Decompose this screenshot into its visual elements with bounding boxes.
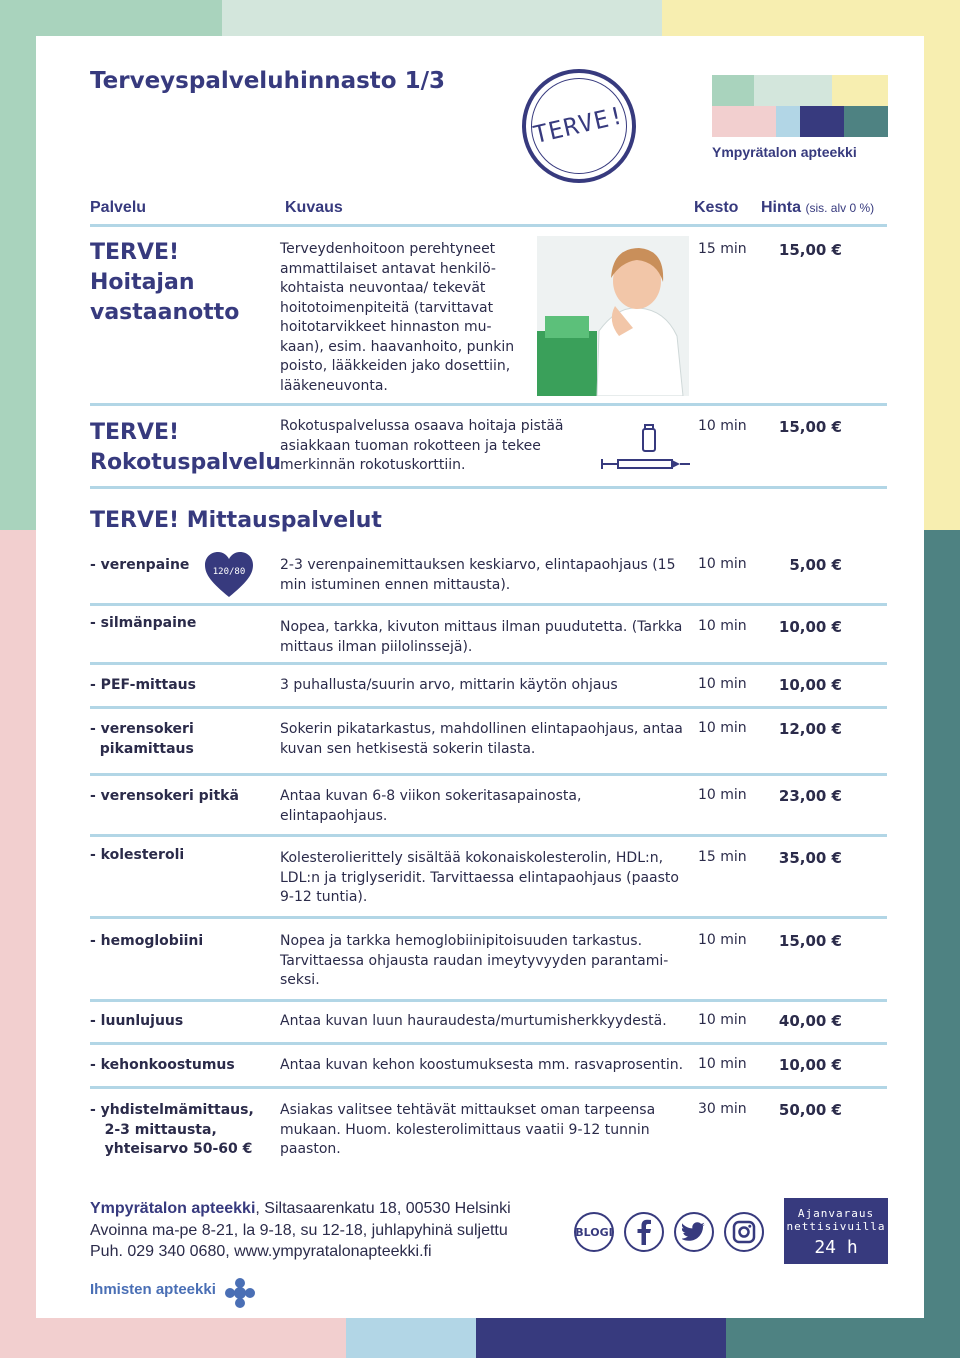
blog-icon[interactable]: BLOGI bbox=[574, 1212, 614, 1252]
measurement-description: Sokerin pikatarkastus, mahdollinen elintapaohjaus, antaa kuvan sen hetkisestä sokerin tilasta. bbox=[280, 721, 683, 757]
online-booking-button[interactable]: Ajanvaraus nettisivuilla 24 h bbox=[784, 1198, 888, 1264]
frame-block bbox=[726, 1318, 960, 1358]
frame-block bbox=[476, 1318, 726, 1358]
measurement-name: - PEF-mittaus bbox=[90, 677, 196, 693]
measurement-name: - hemoglobiini bbox=[90, 933, 204, 949]
heart-label: 120/80 bbox=[212, 567, 246, 577]
column-header-duration: Kesto bbox=[694, 199, 739, 216]
measurement-price: 10,00 € bbox=[778, 676, 842, 694]
measurement-price: 23,00 € bbox=[778, 787, 842, 805]
divider bbox=[90, 706, 887, 709]
frame-block bbox=[346, 1318, 476, 1358]
divider bbox=[90, 662, 887, 665]
cross-logo-icon bbox=[224, 1277, 256, 1309]
measurement-description: Nopea, tarkka, kivuton mittaus ilman puudutetta. (Tarkka mittaus ilman piilolinssejä). bbox=[280, 619, 683, 655]
terve-stamp-icon bbox=[522, 69, 636, 183]
measurement-description: Asiakas valitsee tehtävät mittaukset oman tarpeensa mukaan. Huom. kolesterolimittaus vaatii 9-12 tunnin paaston. bbox=[280, 1102, 656, 1157]
measurement-name: - yhdistelmämittaus, 2-3 mittausta, yhteisarvo 50-60 € bbox=[90, 1102, 254, 1157]
measurement-description: Kolesterolierittely sisältää kokonaiskolesterolin, HDL:n, LDL:n ja triglyseridit. Tarvittaessa elintapaohjaus (paasto 9-12 tuntia). bbox=[280, 850, 679, 905]
column-header-description: Kuvaus bbox=[285, 199, 343, 216]
measurement-price: 35,00 € bbox=[778, 849, 842, 867]
measurement-description: Nopea ja tarkka hemoglobiinipitoisuuden tarkastus. Tarvittaessa ohjausta raudan imeytyvyyden parantami-seksi. bbox=[280, 933, 669, 988]
divider bbox=[90, 999, 887, 1002]
frame-block bbox=[222, 0, 662, 36]
measurement-price: 10,00 € bbox=[778, 618, 842, 636]
footer-address-block bbox=[90, 1198, 511, 1263]
service-name: TERVE! Rokotuspalvelu bbox=[90, 420, 282, 475]
measurement-duration: 10 min bbox=[698, 1012, 747, 1028]
measurement-duration: 10 min bbox=[698, 787, 747, 803]
page-title: Terveyspalveluhinnasto 1/3 bbox=[90, 68, 445, 94]
measurement-duration: 10 min bbox=[698, 1056, 747, 1072]
service-price: 15,00 € bbox=[778, 241, 842, 259]
measurement-name: - kolesteroli bbox=[90, 847, 185, 863]
column-header-price: Hinta (sis. alv 0 %) bbox=[761, 199, 875, 216]
divider bbox=[90, 773, 887, 776]
frame-block bbox=[0, 0, 36, 530]
measurement-name: - kehonkoostumus bbox=[90, 1057, 235, 1073]
measurement-price: 5,00 € bbox=[789, 556, 842, 574]
measurement-duration: 10 min bbox=[698, 932, 747, 948]
measurement-duration: 30 min bbox=[698, 1101, 747, 1117]
footer-opening-hours: Avoinna ma-pe 8-21, la 9-18, su 12-18, juhlapyhinä suljettu bbox=[90, 1221, 508, 1239]
divider bbox=[90, 403, 887, 406]
price-vat-note: (sis. alv 0 %) bbox=[805, 201, 875, 215]
measurement-duration: 15 min bbox=[698, 849, 747, 865]
divider bbox=[90, 916, 887, 919]
footer-contact: Puh. 029 340 0680, www.ympyratalonapteekki.fi bbox=[90, 1243, 432, 1260]
divider bbox=[90, 1086, 887, 1089]
service-description: Terveydenhoitoon perehtyneet ammattilaiset antavat henkilö-kohtaista neuvontaa/ tekevät hoitotoimenpiteitä (tarvittavat hoitotarvikkeet hinnaston mu-kaan), esim. haavanhoito, punkin poisto, lääkkeiden jako dosettiin, lääkeneuvonta. bbox=[280, 241, 515, 394]
measurement-price: 40,00 € bbox=[778, 1012, 842, 1030]
pharmacy-logo-name: Ympyrätalon apteekki bbox=[712, 144, 857, 160]
service-name: TERVE! Hoitajan vastaanotto bbox=[90, 240, 240, 325]
measurement-duration: 10 min bbox=[698, 556, 747, 572]
measurement-name: - luunlujuus bbox=[90, 1013, 184, 1029]
divider bbox=[90, 1042, 887, 1045]
measurement-duration: 10 min bbox=[698, 676, 747, 692]
frame-block bbox=[0, 530, 36, 1358]
frame-block bbox=[924, 530, 960, 1358]
measurement-description: Antaa kuvan 6-8 viikon sokeritasapainosta, elintapaohjaus. bbox=[280, 788, 582, 824]
heart-icon bbox=[204, 551, 254, 599]
frame-block bbox=[222, 1318, 346, 1358]
footer-address: , Siltasaarenkatu 18, 00530 Helsinki bbox=[255, 1200, 511, 1217]
service-price: 15,00 € bbox=[778, 418, 842, 436]
measurement-name: - verensokeri pitkä bbox=[90, 788, 239, 804]
frame-block bbox=[662, 0, 960, 36]
measurement-name: - verensokeri pikamittaus bbox=[90, 721, 194, 757]
stamp-text: TERVE! bbox=[530, 100, 628, 150]
twitter-icon[interactable] bbox=[674, 1212, 714, 1252]
measurement-name: - verenpaine bbox=[90, 557, 190, 573]
measurement-duration: 10 min bbox=[698, 720, 747, 736]
pharmacy-logo-icon bbox=[712, 75, 888, 137]
measurement-price: 12,00 € bbox=[778, 720, 842, 738]
facebook-icon[interactable] bbox=[624, 1212, 664, 1252]
service-description: Rokotuspalvelussa osaava hoitaja pistää asiakkaan tuoman rokotteen ja tekee merkinnän rokotuskorttiin. bbox=[280, 418, 564, 473]
section-title: TERVE! Mittauspalvelut bbox=[90, 508, 382, 533]
measurement-name: - silmänpaine bbox=[90, 615, 197, 631]
divider bbox=[90, 834, 887, 837]
vaccine-syringe-icon bbox=[600, 423, 692, 473]
nurse-photo bbox=[537, 236, 689, 396]
footer-pharmacy-name: Ympyrätalon apteekki bbox=[90, 1200, 256, 1217]
measurement-price: 15,00 € bbox=[778, 932, 842, 950]
frame-block bbox=[924, 0, 960, 530]
measurement-duration: 10 min bbox=[698, 618, 747, 634]
measurement-description: 3 puhallusta/suurin arvo, mittarin käytön ohjaus bbox=[280, 677, 618, 693]
measurement-description: Antaa kuvan kehon koostumuksesta mm. rasvaprosentin. bbox=[280, 1057, 684, 1073]
service-duration: 15 min bbox=[698, 241, 747, 257]
service-duration: 10 min bbox=[698, 418, 747, 434]
divider bbox=[90, 224, 887, 227]
instagram-icon[interactable] bbox=[724, 1212, 764, 1252]
measurement-price: 50,00 € bbox=[778, 1101, 842, 1119]
measurement-price: 10,00 € bbox=[778, 1056, 842, 1074]
tagline: Ihmisten apteekki bbox=[90, 1281, 216, 1298]
divider bbox=[90, 603, 887, 606]
measurement-description: Antaa kuvan luun hauraudesta/murtumisherkkyydestä. bbox=[280, 1013, 667, 1029]
frame-block bbox=[0, 1318, 222, 1358]
measurement-description: 2-3 verenpainemittauksen keskiarvo, elintapaohjaus (15 min istuminen ennen mittausta). bbox=[280, 557, 676, 593]
divider bbox=[90, 486, 887, 489]
column-header-service: Palvelu bbox=[90, 199, 147, 216]
